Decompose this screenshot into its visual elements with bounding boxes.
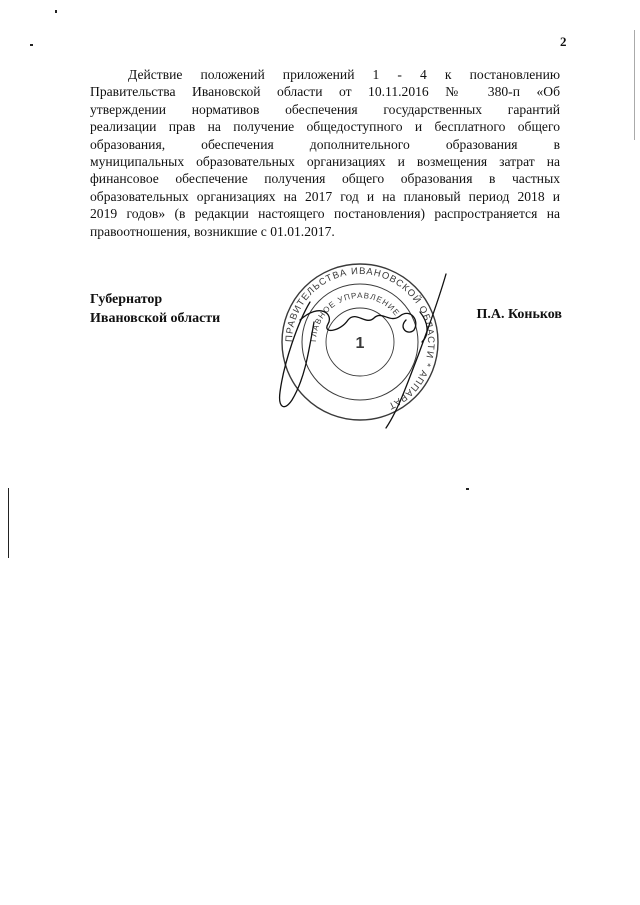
signatory-name: П.А. Коньков <box>476 307 562 322</box>
signatory-title-line2: Ивановской области <box>90 311 221 326</box>
signatory-title-line1: Губернатор <box>90 292 163 307</box>
seal-center-text: 1 <box>355 335 365 352</box>
body-line: Правительства Ивановской области от 10.11.2016 № 380-п «Об <box>90 84 560 100</box>
body-paragraph <box>90 66 560 240</box>
body-line: реализации прав на получение общедоступного и бесплатного общего <box>90 119 560 135</box>
seal-inner-text: ГЛАВНОЕ УПРАВЛЕНИЕ <box>308 290 402 343</box>
body-line: Действие положений приложений 1 - 4 к постановлению <box>128 67 560 82</box>
body-line: муниципальных образовательных организациях и возмещения затрат на <box>90 154 560 170</box>
scan-margin-mark <box>8 488 9 558</box>
body-line: утверждении нормативов обеспечения государственных гарантий <box>90 101 560 117</box>
signatory-title <box>90 290 220 328</box>
body-line: финансовое обеспечение получения общего образования в частных <box>90 171 560 187</box>
seal-outer-text: ПРАВИТЕЛЬСТВА ИВАНОВСКОЙ ОБЛАСТИ * АППАРАТ <box>283 265 437 412</box>
scan-dot <box>55 10 57 13</box>
scan-margin-mark <box>634 30 635 140</box>
body-line: 2019 годов» (в редакции настоящего постановления) распространяется на <box>90 206 560 222</box>
scan-dot <box>466 488 469 490</box>
body-line: образования, обеспечения дополнительного образования в <box>90 136 560 152</box>
body-line: образовательных организациях на 2017 год и на плановый период 2018 и <box>90 188 560 204</box>
official-stamp-and-signature <box>270 262 450 432</box>
page-number: 2 <box>560 34 567 49</box>
scan-dot <box>30 44 33 46</box>
body-line: правоотношения, возникшие с 01.01.2017. <box>90 223 335 239</box>
